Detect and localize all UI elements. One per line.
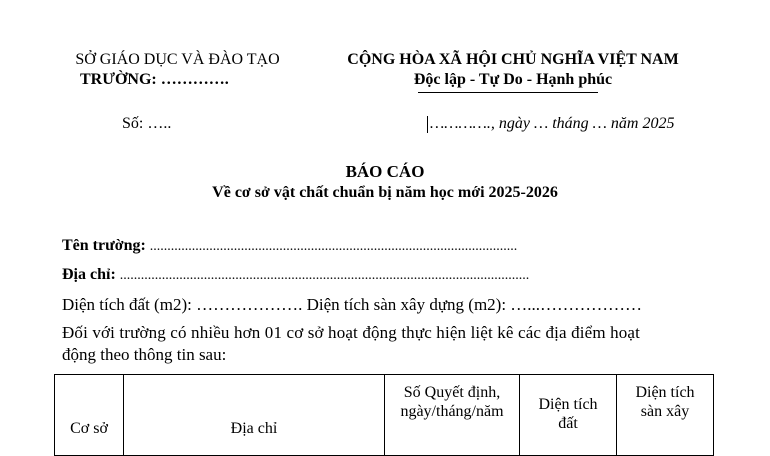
header-cell-facility [55,375,124,456]
national-motto: Độc lập - Tự Do - Hạnh phúc [413,71,613,88]
header-cell-land-area [520,375,617,456]
header-cell-address [124,375,385,456]
document-number: Số: ….. [122,115,172,132]
department-name: SỞ GIÁO DỤC VÀ ĐÀO TẠO [75,51,280,68]
national-title: CỘNG HÒA XÃ HỘI CHỦ NGHĨA VIỆT NAM [347,51,679,68]
header-floor-area-label [617,375,713,421]
report-subtitle: Về cơ sở vật chất chuẩn bị năm học mới 2025-2026 [212,184,558,201]
address-field-dots: ..................................................................................................................... [119,268,530,283]
address-field-label: Địa chỉ: [62,266,116,283]
paragraph-line-1: Đối với trường có nhiều hơn 01 cơ sở hoạt động thực hiện liệt kê các địa điểm hoạt [62,323,640,342]
date-cursor [427,116,428,133]
area-field: Diện tích đất (m2): ………………. Diện tích sàn xây dựng (m2): …...……………… [62,295,643,314]
header-land-area-label [520,375,616,433]
report-title: BÁO CÁO [345,162,425,181]
header-cell-floor-area [617,375,714,456]
header-decision-label [385,375,519,421]
header-decision-line2: ngày/tháng/năm [400,403,504,420]
header-land-area-line2: đất [558,415,578,432]
school-field [62,237,517,255]
header-facility-label: Cơ sở [70,420,108,437]
table-header-row [55,375,714,456]
document-date: …………., ngày … tháng … năm 2025 [430,115,675,132]
school-name-line: TRƯỜNG: …………. [80,71,229,88]
school-field-label: Tên trường: [62,237,146,254]
paragraph-line-2: động theo thông tin sau: [62,345,227,364]
header-floor-area-line2: sàn xây [640,403,690,420]
header-cell-decision [385,375,520,456]
header-address-label: Địa chỉ [230,420,278,437]
header-decision-line1: Số Quyết định, [403,384,501,401]
address-field [62,266,529,284]
header-land-area-line1: Diện tích [538,396,598,413]
school-field-dots: ......................................................................................................... [149,239,518,254]
facility-table [54,374,714,456]
header-floor-area-line1: Diện tích [635,384,695,401]
motto-underline [418,92,598,93]
